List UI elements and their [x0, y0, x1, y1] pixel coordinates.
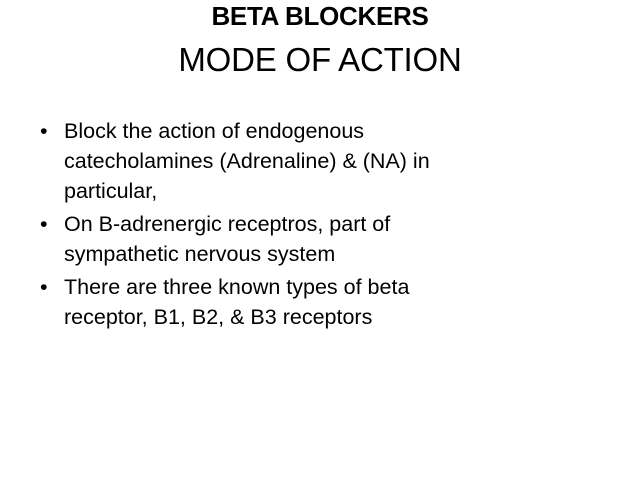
bullet-line: On B-adrenergic receptros, part of [64, 212, 391, 236]
bullet-icon: • [40, 275, 48, 299]
bullet-icon: • [40, 212, 48, 236]
bullet-line: Block the action of endogenous [64, 119, 365, 143]
slide-subtitle: MODE OF ACTION [178, 41, 462, 78]
bullet-line: receptor, B1, B2, & B3 receptors [64, 305, 373, 329]
bullet-line: particular, [64, 179, 158, 203]
bullet-item [38, 209, 598, 269]
bullet-icon: • [40, 119, 48, 143]
bullet-item [38, 272, 598, 332]
bullet-line: catecholamines (Adrenaline) & (NA) in [64, 149, 430, 173]
bullet-line: There are three known types of beta [64, 275, 410, 299]
bullet-line: sympathetic nervous system [64, 242, 336, 266]
bullet-list [38, 116, 598, 335]
slide-title: BETA BLOCKERS [211, 1, 429, 31]
bullet-item [38, 116, 598, 206]
